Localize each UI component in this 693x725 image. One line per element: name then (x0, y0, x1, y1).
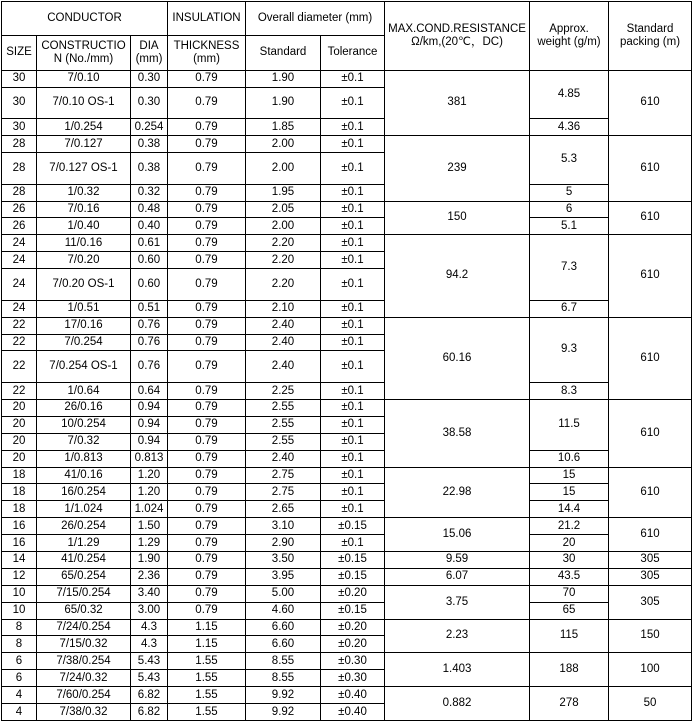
weight-cell: 7.3 (530, 235, 609, 300)
table-row (2, 518, 692, 535)
thickness-cell: 0.79 (168, 400, 246, 417)
thickness-cell: 1.55 (168, 687, 246, 704)
construction-cell: 1/0.32 (37, 184, 131, 201)
standard-diameter-cell: 2.10 (246, 300, 321, 317)
packing-cell: 610 (609, 518, 692, 552)
size-cell: 24 (2, 252, 37, 269)
construction-cell: 17/0.16 (37, 317, 131, 334)
dia-cell: 1.90 (131, 552, 168, 569)
standard-diameter-cell: 2.55 (246, 400, 321, 417)
weight-cell: 65 (530, 602, 609, 619)
construction-cell: 41/0.254 (37, 552, 131, 569)
tolerance-cell: ±0.1 (321, 450, 385, 467)
table-row (2, 136, 692, 153)
packing-cell: 305 (609, 568, 692, 585)
tolerance-cell: ±0.1 (321, 501, 385, 518)
thickness-cell: 1.55 (168, 670, 246, 687)
thickness-cell: 0.79 (168, 501, 246, 518)
dia-cell: 0.30 (131, 70, 168, 87)
construction-cell: 7/24/0.32 (37, 670, 131, 687)
size-cell: 28 (2, 152, 37, 184)
size-cell: 16 (2, 535, 37, 552)
standard-diameter-cell: 5.00 (246, 585, 321, 602)
thickness-cell: 0.79 (168, 351, 246, 383)
thickness-cell: 0.79 (168, 568, 246, 585)
dia-cell: 2.36 (131, 568, 168, 585)
packing-cell: 610 (609, 317, 692, 399)
thickness-cell: 1.15 (168, 619, 246, 636)
table-row (2, 450, 692, 467)
standard-diameter-cell: 2.40 (246, 450, 321, 467)
packing-cell: 610 (609, 467, 692, 518)
size-cell: 30 (2, 119, 37, 136)
tolerance-cell: ±0.1 (321, 383, 385, 400)
construction-cell: 16/0.254 (37, 484, 131, 501)
standard-diameter-cell: 2.55 (246, 416, 321, 433)
standard-diameter-cell: 2.40 (246, 351, 321, 383)
weight-cell: 21.2 (530, 518, 609, 535)
packing-cell: 610 (609, 70, 692, 135)
thickness-cell: 0.79 (168, 87, 246, 119)
size-cell: 30 (2, 70, 37, 87)
dia-cell: 0.94 (131, 400, 168, 417)
size-cell: 26 (2, 218, 37, 235)
size-cell: 20 (2, 450, 37, 467)
standard-diameter-cell: 2.20 (246, 252, 321, 269)
standard-diameter-cell: 2.40 (246, 317, 321, 334)
weight-cell: 5.1 (530, 218, 609, 235)
dia-cell: 0.76 (131, 351, 168, 383)
dia-cell: 0.60 (131, 269, 168, 301)
thickness-cell: 0.79 (168, 433, 246, 450)
size-cell: 26 (2, 201, 37, 218)
tolerance-cell: ±0.1 (321, 184, 385, 201)
size-cell: 18 (2, 484, 37, 501)
tolerance-cell: ±0.1 (321, 467, 385, 484)
tolerance-cell: ±0.1 (321, 87, 385, 119)
dia-cell: 0.32 (131, 184, 168, 201)
weight-cell: 6.7 (530, 300, 609, 317)
resistance-cell: 381 (385, 70, 530, 135)
resistance-cell: 2.23 (385, 619, 530, 653)
standard-diameter-cell: 6.60 (246, 619, 321, 636)
size-cell: 10 (2, 602, 37, 619)
weight-cell: 43.5 (530, 568, 609, 585)
tolerance-cell: ±0.1 (321, 535, 385, 552)
table-row (2, 484, 692, 501)
standard-diameter-cell: 2.00 (246, 218, 321, 235)
dia-cell: 1.50 (131, 518, 168, 535)
size-cell: 20 (2, 416, 37, 433)
tolerance-cell: ±0.20 (321, 585, 385, 602)
header-tolerance: Tolerance (321, 35, 385, 70)
thickness-cell: 0.79 (168, 416, 246, 433)
table-row (2, 568, 692, 585)
standard-diameter-cell: 1.85 (246, 119, 321, 136)
tolerance-cell: ±0.20 (321, 619, 385, 636)
thickness-cell: 0.79 (168, 136, 246, 153)
dia-cell: 0.64 (131, 383, 168, 400)
table-row (2, 201, 692, 218)
standard-diameter-cell: 8.55 (246, 670, 321, 687)
table-row (2, 619, 692, 636)
construction-cell: 65/0.254 (37, 568, 131, 585)
dia-cell: 4.3 (131, 619, 168, 636)
construction-cell: 7/0.10 OS-1 (37, 87, 131, 119)
table-row (2, 467, 692, 484)
weight-cell: 5.3 (530, 136, 609, 185)
standard-diameter-cell: 3.10 (246, 518, 321, 535)
size-cell: 12 (2, 568, 37, 585)
construction-cell: 11/0.16 (37, 235, 131, 252)
standard-diameter-cell: 2.40 (246, 334, 321, 351)
size-cell: 24 (2, 300, 37, 317)
thickness-cell: 0.79 (168, 152, 246, 184)
tolerance-cell: ±0.1 (321, 136, 385, 153)
tolerance-cell: ±0.1 (321, 152, 385, 184)
thickness-cell: 0.79 (168, 235, 246, 252)
weight-cell: 278 (530, 687, 609, 721)
standard-diameter-cell: 2.20 (246, 235, 321, 252)
dia-cell: 0.30 (131, 87, 168, 119)
dia-cell: 5.43 (131, 653, 168, 670)
weight-cell: 15 (530, 484, 609, 501)
packing-cell: 50 (609, 687, 692, 721)
construction-cell: 26/0.16 (37, 400, 131, 417)
thickness-cell: 0.79 (168, 450, 246, 467)
tolerance-cell: ±0.15 (321, 568, 385, 585)
dia-cell: 5.43 (131, 670, 168, 687)
construction-cell: 26/0.254 (37, 518, 131, 535)
weight-cell: 5 (530, 184, 609, 201)
table-row (2, 535, 692, 552)
thickness-cell: 0.79 (168, 201, 246, 218)
tolerance-cell: ±0.1 (321, 334, 385, 351)
construction-cell: 7/38/0.32 (37, 704, 131, 721)
construction-cell: 1/1.29 (37, 535, 131, 552)
dia-cell: 0.61 (131, 235, 168, 252)
weight-cell: 6 (530, 201, 609, 218)
standard-diameter-cell: 9.92 (246, 687, 321, 704)
table-row (2, 218, 692, 235)
standard-diameter-cell: 6.60 (246, 636, 321, 653)
thickness-cell: 0.79 (168, 119, 246, 136)
tolerance-cell: ±0.40 (321, 687, 385, 704)
size-cell: 28 (2, 136, 37, 153)
packing-cell: 100 (609, 653, 692, 687)
header-max-resistance: MAX.COND.RESISTANCE Ω/km,(20℃，DC) (385, 2, 530, 71)
resistance-cell: 0.882 (385, 687, 530, 721)
dia-cell: 6.82 (131, 687, 168, 704)
construction-cell: 1/0.64 (37, 383, 131, 400)
tolerance-cell: ±0.1 (321, 235, 385, 252)
resistance-cell: 1.403 (385, 653, 530, 687)
construction-cell: 7/0.32 (37, 433, 131, 450)
tolerance-cell: ±0.30 (321, 670, 385, 687)
standard-diameter-cell: 3.95 (246, 568, 321, 585)
table-row (2, 383, 692, 400)
table-row (2, 501, 692, 518)
dia-cell: 0.94 (131, 433, 168, 450)
header-dia: DIA (mm) (131, 35, 168, 70)
construction-cell: 7/0.10 (37, 70, 131, 87)
dia-cell: 0.38 (131, 136, 168, 153)
construction-cell: 7/0.254 (37, 334, 131, 351)
construction-cell: 7/0.20 OS-1 (37, 269, 131, 301)
standard-diameter-cell: 2.00 (246, 136, 321, 153)
dia-cell: 4.3 (131, 636, 168, 653)
table-row (2, 585, 692, 602)
dia-cell: 0.60 (131, 252, 168, 269)
size-cell: 10 (2, 585, 37, 602)
weight-cell: 20 (530, 535, 609, 552)
construction-cell: 41/0.16 (37, 467, 131, 484)
dia-cell: 0.40 (131, 218, 168, 235)
size-cell: 24 (2, 235, 37, 252)
size-cell: 4 (2, 687, 37, 704)
construction-cell: 1/0.40 (37, 218, 131, 235)
weight-cell: 115 (530, 619, 609, 653)
thickness-cell: 0.79 (168, 317, 246, 334)
size-cell: 18 (2, 467, 37, 484)
header-standard: Standard (246, 35, 321, 70)
thickness-cell: 0.79 (168, 602, 246, 619)
thickness-cell: 0.79 (168, 300, 246, 317)
weight-cell: 15 (530, 467, 609, 484)
tolerance-cell: ±0.1 (321, 484, 385, 501)
construction-cell: 7/0.20 (37, 252, 131, 269)
size-cell: 22 (2, 317, 37, 334)
tolerance-cell: ±0.1 (321, 400, 385, 417)
table-row (2, 119, 692, 136)
tolerance-cell: ±0.15 (321, 602, 385, 619)
standard-diameter-cell: 9.92 (246, 704, 321, 721)
thickness-cell: 1.15 (168, 636, 246, 653)
table-row (2, 317, 692, 334)
tolerance-cell: ±0.1 (321, 70, 385, 87)
construction-cell: 7/38/0.254 (37, 653, 131, 670)
standard-diameter-cell: 2.75 (246, 467, 321, 484)
tolerance-cell: ±0.1 (321, 218, 385, 235)
construction-cell: 7/0.127 OS-1 (37, 152, 131, 184)
cable-spec-table (1, 1, 692, 721)
dia-cell: 3.00 (131, 602, 168, 619)
size-cell: 28 (2, 184, 37, 201)
table-row (2, 184, 692, 201)
standard-diameter-cell: 1.95 (246, 184, 321, 201)
weight-cell: 11.5 (530, 400, 609, 451)
standard-diameter-cell: 3.50 (246, 552, 321, 569)
dia-cell: 1.29 (131, 535, 168, 552)
packing-cell: 610 (609, 235, 692, 317)
header-conductor: CONDUCTOR (2, 2, 168, 36)
dia-cell: 0.94 (131, 416, 168, 433)
dia-cell: 0.51 (131, 300, 168, 317)
resistance-cell: 22.98 (385, 467, 530, 518)
tolerance-cell: ±0.1 (321, 351, 385, 383)
table-row (2, 602, 692, 619)
header-thickness: THICKNESS (mm) (168, 35, 246, 70)
resistance-cell: 6.07 (385, 568, 530, 585)
size-cell: 6 (2, 670, 37, 687)
weight-cell: 188 (530, 653, 609, 687)
resistance-cell: 38.58 (385, 400, 530, 468)
construction-cell: 1/0.254 (37, 119, 131, 136)
dia-cell: 6.82 (131, 704, 168, 721)
size-cell: 8 (2, 619, 37, 636)
header-approx-weight: Approx. weight (g/m) (530, 2, 609, 71)
thickness-cell: 0.79 (168, 383, 246, 400)
packing-cell: 305 (609, 552, 692, 569)
standard-diameter-cell: 2.55 (246, 433, 321, 450)
thickness-cell: 0.79 (168, 184, 246, 201)
construction-cell: 7/0.254 OS-1 (37, 351, 131, 383)
standard-diameter-cell: 2.05 (246, 201, 321, 218)
dia-cell: 0.76 (131, 334, 168, 351)
construction-cell: 65/0.32 (37, 602, 131, 619)
packing-cell: 150 (609, 619, 692, 653)
thickness-cell: 0.79 (168, 467, 246, 484)
dia-cell: 0.48 (131, 201, 168, 218)
dia-cell: 0.254 (131, 119, 168, 136)
construction-cell: 7/15/0.32 (37, 636, 131, 653)
construction-cell: 7/0.16 (37, 201, 131, 218)
construction-cell: 1/1.024 (37, 501, 131, 518)
construction-cell: 7/15/0.254 (37, 585, 131, 602)
resistance-cell: 60.16 (385, 317, 530, 399)
dia-cell: 0.38 (131, 152, 168, 184)
construction-cell: 7/0.127 (37, 136, 131, 153)
tolerance-cell: ±0.15 (321, 518, 385, 535)
header-construction: CONSTRUCTION (No./mm) (37, 35, 131, 70)
table-row (2, 300, 692, 317)
standard-diameter-cell: 4.60 (246, 602, 321, 619)
header-insulation: INSULATION (168, 2, 246, 36)
thickness-cell: 0.79 (168, 535, 246, 552)
table-row (2, 70, 692, 87)
resistance-cell: 239 (385, 136, 530, 201)
resistance-cell: 15.06 (385, 518, 530, 552)
tolerance-cell: ±0.20 (321, 636, 385, 653)
standard-diameter-cell: 2.20 (246, 269, 321, 301)
thickness-cell: 0.79 (168, 334, 246, 351)
size-cell: 30 (2, 87, 37, 119)
weight-cell: 30 (530, 552, 609, 569)
dia-cell: 1.20 (131, 467, 168, 484)
tolerance-cell: ±0.30 (321, 653, 385, 670)
size-cell: 22 (2, 334, 37, 351)
size-cell: 6 (2, 653, 37, 670)
size-cell: 8 (2, 636, 37, 653)
standard-diameter-cell: 1.90 (246, 70, 321, 87)
tolerance-cell: ±0.1 (321, 119, 385, 136)
thickness-cell: 0.79 (168, 518, 246, 535)
dia-cell: 0.76 (131, 317, 168, 334)
header-size: SIZE (2, 35, 37, 70)
tolerance-cell: ±0.40 (321, 704, 385, 721)
standard-diameter-cell: 2.90 (246, 535, 321, 552)
resistance-cell: 3.75 (385, 585, 530, 619)
weight-cell: 4.36 (530, 119, 609, 136)
dia-cell: 1.024 (131, 501, 168, 518)
header-overall-diameter: Overall diameter (mm) (246, 2, 385, 36)
thickness-cell: 0.79 (168, 218, 246, 235)
header-standard-packing: Standard packing (m) (609, 2, 692, 71)
construction-cell: 7/24/0.254 (37, 619, 131, 636)
weight-cell: 70 (530, 585, 609, 602)
table-row (2, 653, 692, 670)
thickness-cell: 0.79 (168, 70, 246, 87)
construction-cell: 7/60/0.254 (37, 687, 131, 704)
weight-cell: 8.3 (530, 383, 609, 400)
standard-diameter-cell: 2.65 (246, 501, 321, 518)
thickness-cell: 1.55 (168, 704, 246, 721)
tolerance-cell: ±0.1 (321, 317, 385, 334)
weight-cell: 14.4 (530, 501, 609, 518)
size-cell: 22 (2, 383, 37, 400)
weight-cell: 10.6 (530, 450, 609, 467)
dia-cell: 0.813 (131, 450, 168, 467)
standard-diameter-cell: 8.55 (246, 653, 321, 670)
construction-cell: 10/0.254 (37, 416, 131, 433)
packing-cell: 610 (609, 400, 692, 468)
resistance-cell: 94.2 (385, 235, 530, 317)
tolerance-cell: ±0.15 (321, 552, 385, 569)
size-cell: 16 (2, 518, 37, 535)
dia-cell: 3.40 (131, 585, 168, 602)
standard-diameter-cell: 2.75 (246, 484, 321, 501)
construction-cell: 1/0.813 (37, 450, 131, 467)
standard-diameter-cell: 2.00 (246, 152, 321, 184)
resistance-cell: 9.59 (385, 552, 530, 569)
standard-diameter-cell: 1.90 (246, 87, 321, 119)
tolerance-cell: ±0.1 (321, 300, 385, 317)
tolerance-cell: ±0.1 (321, 433, 385, 450)
size-cell: 4 (2, 704, 37, 721)
thickness-cell: 0.79 (168, 585, 246, 602)
size-cell: 22 (2, 351, 37, 383)
resistance-cell: 150 (385, 201, 530, 235)
thickness-cell: 1.55 (168, 653, 246, 670)
weight-cell: 4.85 (530, 70, 609, 119)
size-cell: 20 (2, 433, 37, 450)
thickness-cell: 0.79 (168, 484, 246, 501)
size-cell: 18 (2, 501, 37, 518)
dia-cell: 1.20 (131, 484, 168, 501)
weight-cell: 9.3 (530, 317, 609, 382)
thickness-cell: 0.79 (168, 552, 246, 569)
table-row (2, 687, 692, 704)
size-cell: 14 (2, 552, 37, 569)
tolerance-cell: ±0.1 (321, 252, 385, 269)
table-row (2, 235, 692, 252)
table-row (2, 552, 692, 569)
packing-cell: 305 (609, 585, 692, 619)
thickness-cell: 0.79 (168, 269, 246, 301)
thickness-cell: 0.79 (168, 252, 246, 269)
packing-cell: 610 (609, 201, 692, 235)
standard-diameter-cell: 2.25 (246, 383, 321, 400)
size-cell: 20 (2, 400, 37, 417)
packing-cell: 610 (609, 136, 692, 201)
size-cell: 24 (2, 269, 37, 301)
tolerance-cell: ±0.1 (321, 416, 385, 433)
table-row (2, 400, 692, 417)
tolerance-cell: ±0.1 (321, 201, 385, 218)
tolerance-cell: ±0.1 (321, 269, 385, 301)
construction-cell: 1/0.51 (37, 300, 131, 317)
